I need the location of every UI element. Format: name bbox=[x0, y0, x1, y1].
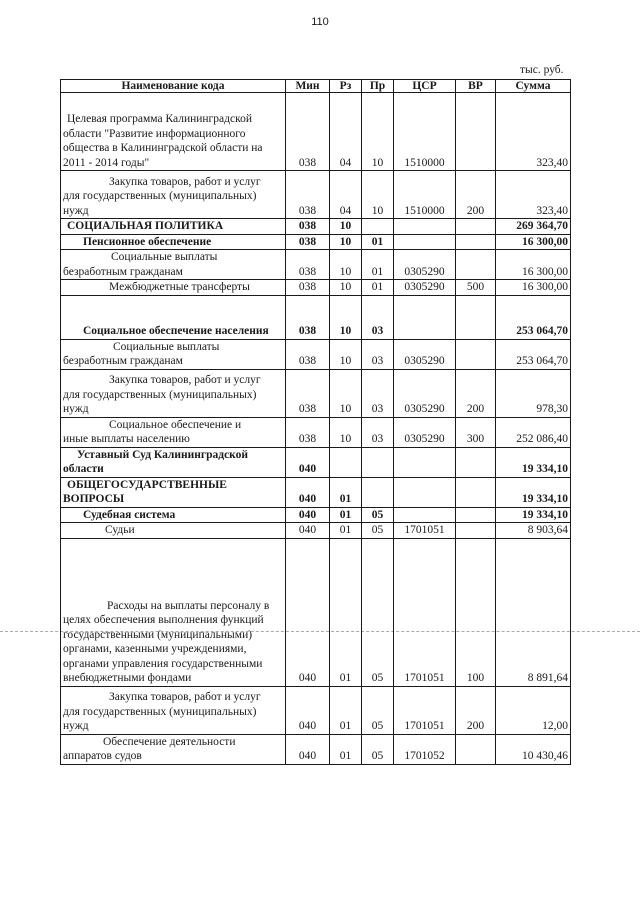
cell-csr bbox=[394, 477, 456, 507]
table-row bbox=[61, 339, 571, 369]
cell-csr: 1510000 bbox=[394, 171, 456, 219]
cell-rz: 01 bbox=[330, 734, 362, 764]
cell-name-text: Социальные выплаты безработным гражданам bbox=[63, 340, 220, 367]
cell-name-text: Судьи bbox=[105, 524, 135, 536]
cell-rz: 10 bbox=[330, 369, 362, 417]
cell-min: 038 bbox=[286, 339, 330, 369]
table-row bbox=[61, 538, 571, 686]
cell-name bbox=[61, 219, 286, 235]
cell-name bbox=[61, 369, 286, 417]
cell-min: 038 bbox=[286, 369, 330, 417]
table-row bbox=[61, 369, 571, 417]
cell-min: 038 bbox=[286, 93, 330, 171]
cell-sum: 19 334,10 bbox=[496, 507, 571, 523]
cell-sum: 253 064,70 bbox=[496, 295, 571, 339]
cell-sum: 10 430,46 bbox=[496, 734, 571, 764]
table-row bbox=[61, 523, 571, 539]
cell-min: 038 bbox=[286, 280, 330, 296]
cell-vr: 200 bbox=[456, 171, 496, 219]
cell-sum: 12,00 bbox=[496, 686, 571, 734]
cell-min: 040 bbox=[286, 686, 330, 734]
cell-min: 038 bbox=[286, 234, 330, 250]
cell-name bbox=[61, 686, 286, 734]
cell-vr bbox=[456, 339, 496, 369]
header-pr: Пр bbox=[362, 80, 394, 93]
table-row bbox=[61, 295, 571, 339]
units-label: тыс. руб. bbox=[520, 64, 564, 76]
cell-min: 038 bbox=[286, 295, 330, 339]
cell-csr bbox=[394, 234, 456, 250]
cell-sum: 16 300,00 bbox=[496, 250, 571, 280]
cell-min: 038 bbox=[286, 171, 330, 219]
cell-name-text: Обеспечение деятельности аппаратов судов bbox=[63, 735, 236, 762]
cell-vr bbox=[456, 295, 496, 339]
cell-pr bbox=[362, 477, 394, 507]
cell-name bbox=[61, 250, 286, 280]
cell-name bbox=[61, 234, 286, 250]
cell-sum: 19 334,10 bbox=[496, 447, 571, 477]
cell-rz: 01 bbox=[330, 477, 362, 507]
cell-name bbox=[61, 417, 286, 447]
cell-name-text: Закупка товаров, работ и услуг для государственных (муниципальных) нужд bbox=[63, 374, 261, 415]
cell-name-text: Социальные выплаты безработным гражданам bbox=[63, 251, 218, 278]
cell-rz: 10 bbox=[330, 339, 362, 369]
cell-csr: 1510000 bbox=[394, 93, 456, 171]
cell-name-text: Пенсионное обеспечение bbox=[83, 235, 212, 248]
cell-vr: 500 bbox=[456, 280, 496, 296]
table-row bbox=[61, 417, 571, 447]
cell-name bbox=[61, 171, 286, 219]
cell-name bbox=[61, 477, 286, 507]
cell-csr bbox=[394, 295, 456, 339]
cell-sum: 978,30 bbox=[496, 369, 571, 417]
cell-pr: 01 bbox=[362, 234, 394, 250]
cell-pr: 05 bbox=[362, 507, 394, 523]
cell-name bbox=[61, 295, 286, 339]
cell-sum: 269 364,70 bbox=[496, 219, 571, 235]
cell-name bbox=[61, 447, 286, 477]
cell-min: 040 bbox=[286, 447, 330, 477]
cell-csr: 1701051 bbox=[394, 686, 456, 734]
cell-rz: 10 bbox=[330, 280, 362, 296]
cell-name-text: Социальное обеспечение населения bbox=[83, 325, 269, 337]
cell-name-text: ОБЩЕГОСУДАРСТВЕННЫЕ ВОПРОСЫ bbox=[63, 478, 227, 505]
table-row bbox=[61, 219, 571, 235]
table-row bbox=[61, 447, 571, 477]
cell-pr: 03 bbox=[362, 369, 394, 417]
cell-csr bbox=[394, 219, 456, 235]
cell-pr bbox=[362, 219, 394, 235]
cell-name-text: Уставный Суд Калининградской области bbox=[63, 448, 249, 475]
cell-rz bbox=[330, 447, 362, 477]
header-rz: Рз bbox=[330, 80, 362, 93]
cell-vr: 300 bbox=[456, 417, 496, 447]
cell-min: 038 bbox=[286, 250, 330, 280]
cell-csr: 1701051 bbox=[394, 523, 456, 539]
cell-sum: 19 334,10 bbox=[496, 477, 571, 507]
cell-rz: 01 bbox=[330, 686, 362, 734]
cell-vr bbox=[456, 523, 496, 539]
header-csr: ЦСР bbox=[394, 80, 456, 93]
cell-vr bbox=[456, 219, 496, 235]
cell-name bbox=[61, 339, 286, 369]
cell-rz: 01 bbox=[330, 507, 362, 523]
cell-min: 040 bbox=[286, 507, 330, 523]
cell-csr: 0305290 bbox=[394, 339, 456, 369]
cell-name bbox=[61, 93, 286, 171]
cell-rz: 01 bbox=[330, 523, 362, 539]
cell-vr bbox=[456, 734, 496, 764]
table-row bbox=[61, 686, 571, 734]
cell-pr: 01 bbox=[362, 250, 394, 280]
cell-min: 040 bbox=[286, 734, 330, 764]
cell-name-text: Социальное обеспечение и иные выплаты населению bbox=[63, 418, 242, 445]
cell-name bbox=[61, 734, 286, 764]
cell-vr: 100 bbox=[456, 538, 496, 686]
table-row bbox=[61, 734, 571, 764]
cell-name-text: Закупка товаров, работ и услуг для государственных (муниципальных) нужд bbox=[63, 691, 261, 732]
cell-pr: 05 bbox=[362, 734, 394, 764]
budget-table bbox=[60, 79, 571, 765]
cell-vr: 200 bbox=[456, 686, 496, 734]
cell-pr: 03 bbox=[362, 339, 394, 369]
cell-name-text: Целевая программа Калининградской области "Развитие информационного общества в Калининградской области на 2011 - 2014 годы" bbox=[63, 113, 263, 169]
cell-name-text: СОЦИАЛЬНАЯ ПОЛИТИКА bbox=[67, 220, 224, 232]
cell-rz: 10 bbox=[330, 219, 362, 235]
cell-sum: 16 300,00 bbox=[496, 280, 571, 296]
cell-sum: 323,40 bbox=[496, 93, 571, 171]
cell-csr: 1701051 bbox=[394, 538, 456, 686]
cell-name-text: Закупка товаров, работ и услуг для государственных (муниципальных) нужд bbox=[63, 175, 261, 217]
cell-min: 040 bbox=[286, 523, 330, 539]
cell-rz: 10 bbox=[330, 417, 362, 447]
cell-name bbox=[61, 280, 286, 296]
cell-csr: 1701052 bbox=[394, 734, 456, 764]
cell-pr: 05 bbox=[362, 686, 394, 734]
table-row bbox=[61, 507, 571, 523]
table-row bbox=[61, 250, 571, 280]
cell-vr bbox=[456, 507, 496, 523]
cell-name bbox=[61, 523, 286, 539]
cell-min: 040 bbox=[286, 477, 330, 507]
cell-csr: 0305290 bbox=[394, 280, 456, 296]
header-sum: Сумма bbox=[496, 80, 571, 93]
cell-vr bbox=[456, 93, 496, 171]
cell-vr bbox=[456, 234, 496, 250]
table-header-row bbox=[61, 80, 571, 93]
cell-name bbox=[61, 507, 286, 523]
cell-csr: 0305290 bbox=[394, 417, 456, 447]
cell-pr: 10 bbox=[362, 171, 394, 219]
cell-csr bbox=[394, 507, 456, 523]
cell-pr: 03 bbox=[362, 417, 394, 447]
cell-name-text: Расходы на выплаты персоналу в целях обеспечения выполнения функций государственными (муниципальными) органами, казенными учреждениями, органами управления государственными внебюджетными фондами bbox=[63, 599, 270, 684]
cell-sum: 252 086,40 bbox=[496, 417, 571, 447]
cell-pr bbox=[362, 447, 394, 477]
cell-csr: 0305290 bbox=[394, 369, 456, 417]
cell-min: 038 bbox=[286, 219, 330, 235]
table-row bbox=[61, 477, 571, 507]
cell-rz: 04 bbox=[330, 93, 362, 171]
cell-name bbox=[61, 538, 286, 686]
cell-rz: 10 bbox=[330, 250, 362, 280]
cell-pr: 10 bbox=[362, 93, 394, 171]
cell-sum: 8 903,64 bbox=[496, 523, 571, 539]
cell-rz: 04 bbox=[330, 171, 362, 219]
cell-pr: 03 bbox=[362, 295, 394, 339]
cell-vr bbox=[456, 447, 496, 477]
cell-vr bbox=[456, 477, 496, 507]
table-row bbox=[61, 93, 571, 171]
cell-rz: 10 bbox=[330, 234, 362, 250]
cell-sum: 323,40 bbox=[496, 171, 571, 219]
cell-pr: 01 bbox=[362, 280, 394, 296]
cell-csr bbox=[394, 447, 456, 477]
page-number: 110 bbox=[311, 16, 329, 28]
header-vr: ВР bbox=[456, 80, 496, 93]
table-row bbox=[61, 280, 571, 296]
cell-sum: 253 064,70 bbox=[496, 339, 571, 369]
cell-name-text: Судебная система bbox=[83, 508, 176, 521]
cell-rz: 10 bbox=[330, 295, 362, 339]
cell-csr: 0305290 bbox=[394, 250, 456, 280]
cell-name-text: Межбюджетные трансферты bbox=[109, 281, 250, 293]
table-row bbox=[61, 234, 571, 250]
cell-sum: 16 300,00 bbox=[496, 234, 571, 250]
cell-min: 038 bbox=[286, 417, 330, 447]
cell-min: 040 bbox=[286, 538, 330, 686]
table-row bbox=[61, 171, 571, 219]
header-name: Наименование кода bbox=[61, 80, 286, 93]
cell-vr bbox=[456, 250, 496, 280]
header-min: Мин bbox=[286, 80, 330, 93]
cell-pr: 05 bbox=[362, 538, 394, 686]
cell-rz: 01 bbox=[330, 538, 362, 686]
cell-pr: 05 bbox=[362, 523, 394, 539]
cell-sum: 8 891,64 bbox=[496, 538, 571, 686]
cell-vr: 200 bbox=[456, 369, 496, 417]
